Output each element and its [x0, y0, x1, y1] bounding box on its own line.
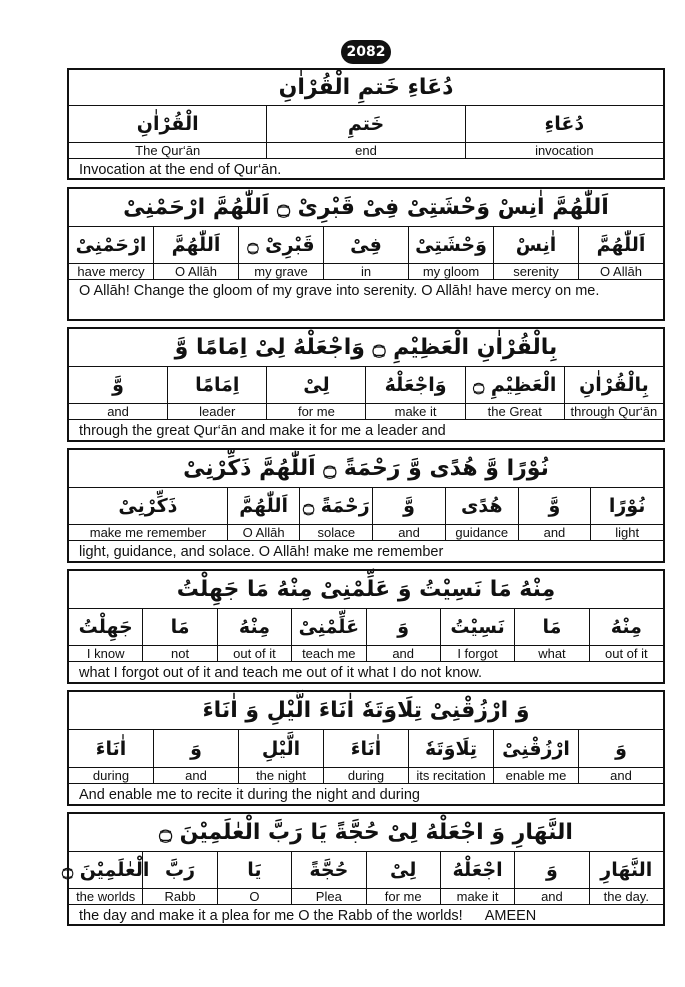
word-cell: [69, 227, 153, 279]
word-arabic: اَللّٰهُمَّ: [154, 227, 238, 264]
word-arabic: الْعَظِيْمِ ۝: [466, 367, 564, 404]
word-cell: [167, 367, 266, 419]
word-cell: [518, 488, 591, 540]
translation-line: what I forgot out of it and teach me out of it what I do not know.: [69, 661, 663, 684]
arabic-verse-line: دُعَاءِ خَتمِ الْقُرْاٰنِ: [69, 70, 663, 106]
word-cell: [266, 367, 365, 419]
word-arabic: ارْزُقْنِىْ: [494, 730, 578, 768]
word-cell: [69, 730, 153, 783]
word-cell: [578, 227, 663, 279]
word-arabic: بِالْقُرْاٰنِ: [565, 367, 663, 404]
word-grid: [61, 852, 663, 904]
word-arabic: حُجَّةً: [292, 852, 365, 889]
word-arabic: ارْحَمْنِىْ: [69, 227, 153, 264]
word-english: and: [392, 646, 415, 661]
word-cell: [493, 227, 578, 279]
word-english: the day.: [603, 889, 649, 904]
word-arabic: هُدًى: [446, 488, 518, 525]
word-arabic: وَ: [154, 730, 238, 768]
word-cell: [153, 227, 238, 279]
word-grid: [69, 106, 663, 158]
word-arabic: وَاجْعَلْهُ: [366, 367, 464, 404]
word-english: O Allāh: [600, 264, 642, 279]
word-arabic: وَ: [579, 730, 663, 768]
word-cell: [291, 609, 365, 661]
word-english: and: [398, 525, 420, 540]
word-cell: [366, 852, 440, 904]
word-arabic: اٰنَاءَ: [324, 730, 408, 768]
word-cell: [323, 730, 408, 783]
word-arabic: اجْعَلْهُ: [441, 852, 514, 889]
word-english: for me: [297, 404, 335, 419]
word-grid: [69, 488, 663, 540]
word-english: light: [615, 525, 640, 540]
word-cell: [323, 227, 408, 279]
word-english: O: [249, 889, 260, 904]
section-block-6: [61, 812, 665, 926]
word-cell: [408, 227, 493, 279]
word-english: out of it: [233, 646, 276, 661]
word-english: solace: [317, 525, 356, 540]
word-cell: [142, 852, 216, 904]
translation-line: [69, 904, 663, 926]
word-arabic: الْقُرْاٰنِ: [69, 106, 266, 143]
word-cell: [299, 488, 372, 540]
word-english: The Qur‘ān: [135, 143, 201, 158]
word-cell: [564, 367, 663, 419]
word-english: through Qur‘ān: [570, 404, 658, 419]
word-arabic: النَّهَارِ: [590, 852, 663, 889]
section-block-3: [67, 448, 665, 563]
word-english: Plea: [315, 889, 342, 904]
word-cell: [440, 852, 514, 904]
word-cell: [578, 730, 663, 783]
word-cell: [589, 609, 663, 661]
word-arabic: وَ: [367, 609, 440, 646]
translation-line: light, guidance, and solace. O Allāh! make me remember: [69, 540, 663, 563]
word-cell: [69, 488, 227, 540]
word-arabic: اِمَامًا: [168, 367, 266, 404]
word-english: its recitation: [416, 768, 486, 783]
word-english: make me remember: [89, 525, 207, 540]
word-english: Rabb: [164, 889, 196, 904]
word-arabic: لِىْ: [267, 367, 365, 404]
word-english: guidance: [455, 525, 509, 540]
word-arabic: مَا: [515, 609, 588, 646]
word-arabic: الَّيْلِ: [239, 730, 323, 768]
word-english: the night: [256, 768, 306, 783]
word-cell: [61, 852, 150, 904]
word-english: I forgot: [457, 646, 498, 661]
word-english: and: [543, 525, 566, 540]
word-arabic: نَسِيْتُ: [441, 609, 514, 646]
word-cell: [238, 227, 323, 279]
word-cell: [142, 609, 216, 661]
word-cell: [365, 367, 464, 419]
word-arabic: دُعَاءِ: [466, 106, 663, 143]
word-cell: [493, 730, 578, 783]
word-cell: [238, 730, 323, 783]
page-number: 2082: [341, 40, 391, 64]
word-english: my grave: [254, 264, 308, 279]
section-block-1: [67, 187, 665, 321]
word-arabic: يَا: [218, 852, 291, 889]
translation-line: Invocation at the end of Qur‘ān.: [69, 158, 663, 180]
section-block-4: [67, 569, 665, 684]
word-cell: [589, 852, 663, 904]
word-cell: [408, 730, 493, 783]
word-cell: [514, 609, 588, 661]
translation-text: the day and make it a plea for me O the Rabb of the worlds!: [79, 908, 463, 924]
word-arabic: اَللّٰهُمَّ: [579, 227, 663, 264]
word-arabic: الْعٰلَمِيْنَ ۝: [69, 852, 142, 889]
word-arabic: مِنْهُ: [218, 609, 291, 646]
word-english: what: [538, 646, 566, 661]
word-arabic: وَّ: [519, 488, 591, 525]
word-grid: [69, 227, 663, 279]
word-english: O Allāh: [242, 525, 285, 540]
word-arabic: عَلِّمْنِىْ: [292, 609, 365, 646]
word-cell: [465, 367, 564, 419]
word-cell: [217, 609, 291, 661]
word-arabic: لِىْ: [367, 852, 440, 889]
word-arabic: اٰنَاءَ: [69, 730, 153, 768]
word-arabic: خَتمِ: [267, 106, 464, 143]
word-cell: [372, 488, 445, 540]
word-cell: [69, 367, 167, 419]
word-arabic: تِلَاوَتَهٗ: [409, 730, 493, 768]
word-english: the worlds: [76, 889, 136, 904]
word-cell: [153, 730, 238, 783]
word-cell: [465, 106, 663, 158]
ameen-label: AMEEN: [484, 908, 537, 924]
word-english: and: [185, 768, 207, 783]
word-arabic: وَ: [515, 852, 588, 889]
word-arabic: وَحْشَتِىْ: [409, 227, 493, 264]
word-english: for me: [384, 889, 422, 904]
word-arabic: ذَكِّرْنِىْ: [69, 488, 227, 525]
word-grid: [69, 609, 663, 661]
word-english: enable me: [505, 768, 567, 783]
section-block-2: [67, 327, 665, 442]
word-english: make it: [394, 404, 437, 419]
word-english: serenity: [513, 264, 559, 279]
word-english: during: [347, 768, 385, 783]
arabic-verse-line: بِالْقُرْاٰنِ الْعَظِيْمِ ۝ وَاجْعَلْهُ لِىْ اِمَامًا وَّ: [69, 329, 663, 367]
word-english: and: [541, 889, 563, 904]
word-arabic: مِنْهُ: [590, 609, 663, 646]
word-cell: [227, 488, 300, 540]
word-arabic: قَبْرِىْ ۝: [239, 227, 323, 264]
word-cell: [445, 488, 518, 540]
word-arabic: مَا: [143, 609, 216, 646]
word-arabic: اَللّٰهُمَّ: [228, 488, 300, 525]
word-cell: [266, 106, 464, 158]
word-english: invocation: [535, 143, 594, 158]
word-arabic: رَحْمَةً ۝: [300, 488, 372, 525]
word-english: during: [92, 768, 130, 783]
word-english: and: [610, 768, 632, 783]
word-cell: [69, 609, 142, 661]
word-english: not: [171, 646, 190, 661]
arabic-verse-line: النَّهَارِ وَ اجْعَلْهُ لِىْ حُجَّةً يَا رَبَّ الْعٰلَمِيْنَ ۝: [69, 814, 663, 852]
word-cell: [217, 852, 291, 904]
word-cell: [366, 609, 440, 661]
word-english: the Great: [487, 404, 542, 419]
word-english: end: [355, 143, 377, 158]
word-grid: [69, 367, 663, 419]
word-english: my gloom: [422, 264, 480, 279]
word-arabic: نُوْرًا: [591, 488, 663, 525]
word-arabic: وَّ: [373, 488, 445, 525]
arabic-verse-line: مِنْهُ مَا نَسِيْتُ وَ عَلِّمْنِىْ مِنْهُ مَا جَهِلْتُ: [69, 571, 663, 609]
word-arabic: رَبَّ: [143, 852, 216, 889]
word-arabic: جَهِلْتُ: [69, 609, 142, 646]
arabic-verse-line: وَ ارْزُقْنِىْ تِلَاوَتَهٗ اٰنَاءَ الَّيْلِ وَ اٰنَاءَ: [69, 692, 663, 730]
word-english: O Allāh: [175, 264, 217, 279]
word-arabic: وَّ: [69, 367, 167, 404]
word-cell: [440, 609, 514, 661]
word-cell: [291, 852, 365, 904]
word-arabic: اٰنِسْ: [494, 227, 578, 264]
translation-line: through the great Qur‘ān and make it for me a leader and: [69, 419, 663, 442]
word-english: leader: [199, 404, 236, 419]
word-english: out of it: [604, 646, 648, 661]
word-cell: [590, 488, 663, 540]
arabic-verse-line: اَللّٰهُمَّ اٰنِسْ وَحْشَتِىْ فِىْ قَبْرِىْ ۝ اَللّٰهُمَّ ارْحَمْنِىْ: [69, 189, 663, 227]
section-title-block: [67, 68, 665, 180]
arabic-verse-line: نُوْرًا وَّ هُدًى وَّ رَحْمَةً ۝ اَللّٰهُمَّ ذَكِّرْنِىْ: [69, 450, 663, 488]
section-block-5: [67, 690, 665, 806]
word-english: have mercy: [77, 264, 145, 279]
word-english: and: [107, 404, 129, 419]
word-cell: [69, 106, 266, 158]
translation-line: And enable me to recite it during the night and during: [69, 783, 663, 806]
word-grid: [69, 730, 663, 783]
word-english: I know: [86, 646, 125, 661]
word-english: make it: [456, 889, 499, 904]
word-cell: [514, 852, 588, 904]
word-english: in: [360, 264, 372, 279]
translation-line: O Allāh! Change the gloom of my grave into serenity. O Allāh! have mercy on me.: [69, 279, 663, 321]
word-arabic: فِىْ: [324, 227, 408, 264]
word-english: teach me: [302, 646, 356, 661]
